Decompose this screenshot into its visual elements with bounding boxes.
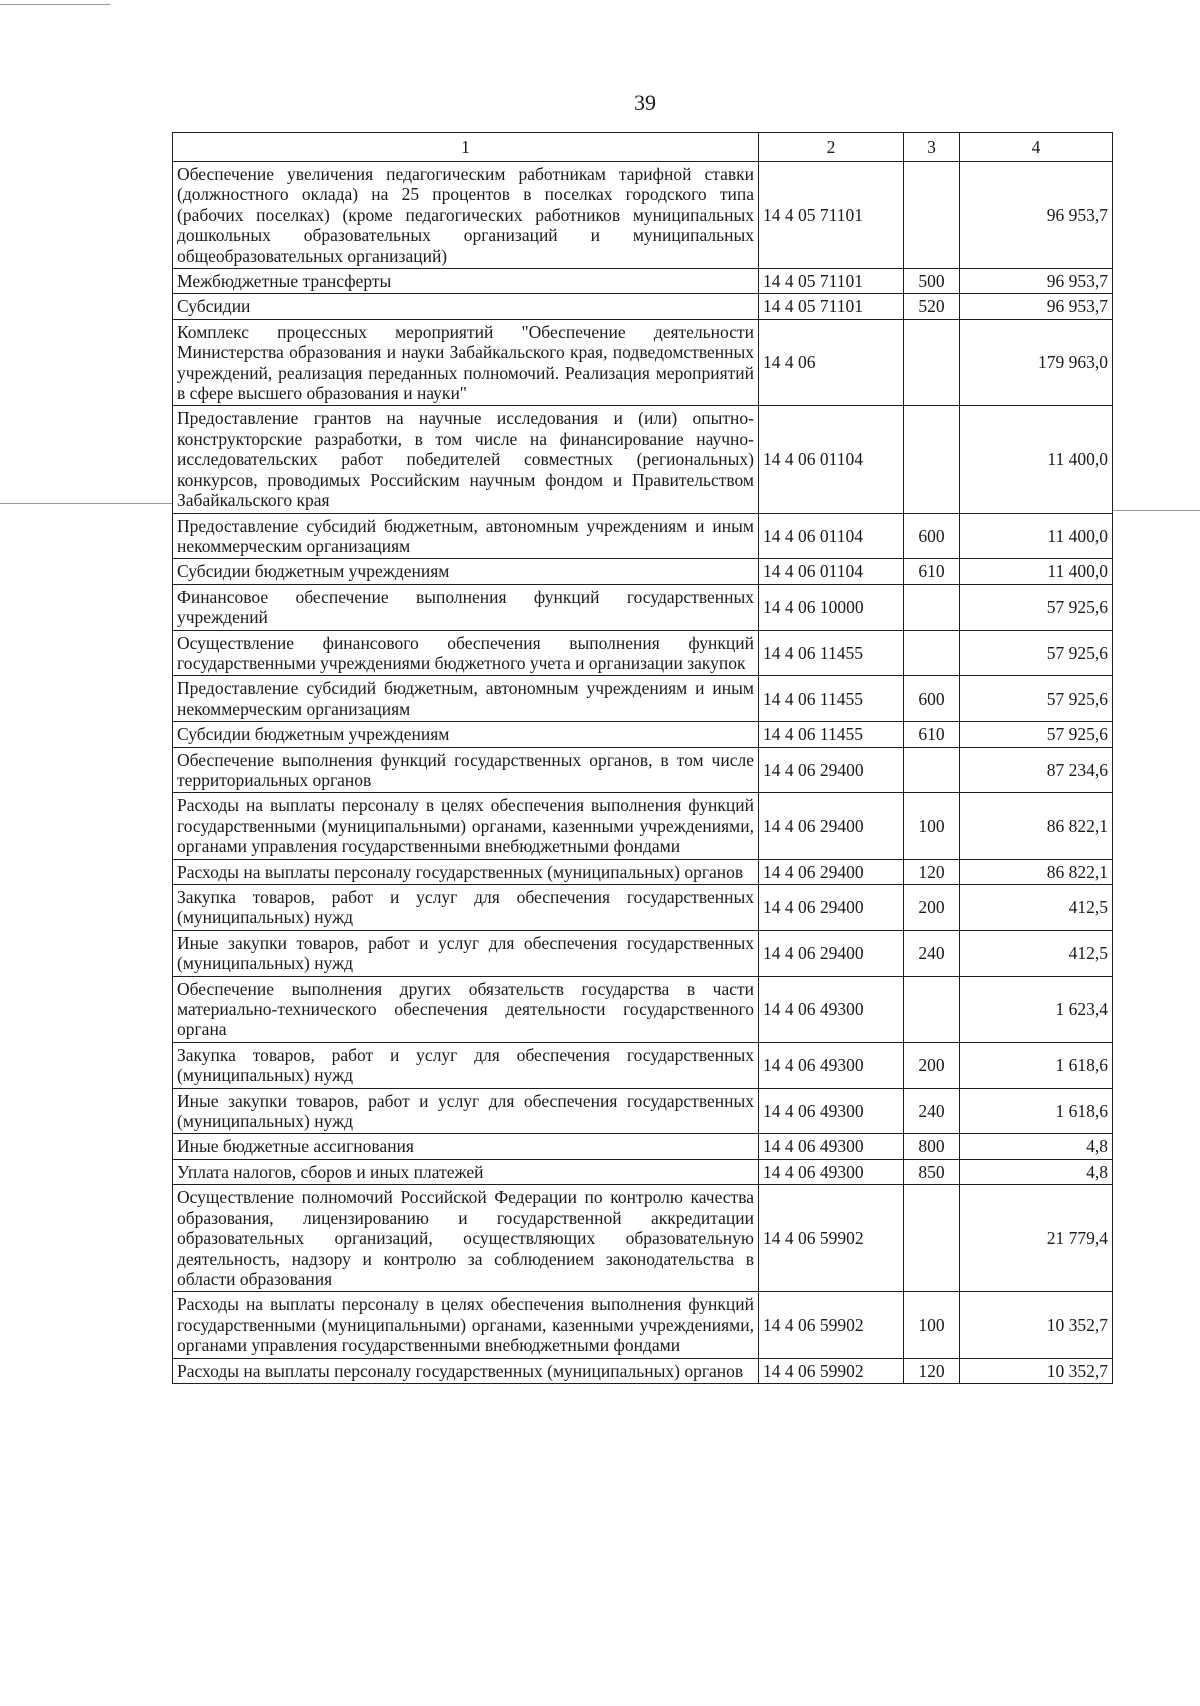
row-amount: 11 400,0 — [960, 559, 1113, 584]
table-row — [173, 1159, 1113, 1184]
row-expense-type: 100 — [904, 1292, 960, 1358]
row-target-code: 14 4 06 11455 — [759, 722, 904, 747]
row-target-code: 14 4 06 49300 — [759, 1134, 904, 1159]
row-target-code: 14 4 06 01104 — [759, 559, 904, 584]
table-row — [173, 676, 1113, 722]
row-expense-type: 850 — [904, 1159, 960, 1184]
row-description: Расходы на выплаты персоналу государственных (муниципальных) органов — [173, 1358, 759, 1383]
table-row — [173, 1292, 1113, 1358]
header-column-1: 1 — [173, 133, 759, 162]
row-expense-type: 600 — [904, 676, 960, 722]
row-expense-type — [904, 630, 960, 676]
table-row — [173, 1358, 1113, 1383]
row-amount: 57 925,6 — [960, 676, 1113, 722]
budget-table — [172, 132, 1113, 1384]
row-description: Осуществление полномочий Российской Федерации по контролю качества образования, лицензированию и государственной аккредитации образовательных организаций, осуществляющих образовательную деятельность, надзору и контролю за соблюдением законодательства в области образования — [173, 1185, 759, 1292]
table-row — [173, 559, 1113, 584]
table-row — [173, 976, 1113, 1042]
row-expense-type: 600 — [904, 513, 960, 559]
table-body — [173, 162, 1113, 1384]
row-description: Осуществление финансового обеспечения выполнения функций государственными учреждениями бюджетного учета и организации закупок — [173, 630, 759, 676]
row-description: Комплекс процессных мероприятий "Обеспечение деятельности Министерства образования и науки Забайкальского края, подведомственных учреждений, реализация переданных полномочий. Реализация мероприятий в сфере высшего образования и науки" — [173, 319, 759, 406]
row-amount: 57 925,6 — [960, 630, 1113, 676]
row-amount: 21 779,4 — [960, 1185, 1113, 1292]
row-target-code: 14 4 06 49300 — [759, 1088, 904, 1134]
row-target-code: 14 4 06 11455 — [759, 630, 904, 676]
table-row — [173, 1088, 1113, 1134]
row-target-code: 14 4 06 59902 — [759, 1358, 904, 1383]
row-target-code: 14 4 06 01104 — [759, 513, 904, 559]
row-description: Закупка товаров, работ и услуг для обеспечения государственных (муниципальных) нужд — [173, 885, 759, 931]
row-amount: 11 400,0 — [960, 406, 1113, 513]
row-description: Иные закупки товаров, работ и услуг для обеспечения государственных (муниципальных) нужд — [173, 1088, 759, 1134]
table-row — [173, 722, 1113, 747]
row-description: Расходы на выплаты персоналу государственных (муниципальных) органов — [173, 859, 759, 884]
table-row — [173, 859, 1113, 884]
row-description: Субсидии — [173, 294, 759, 319]
row-expense-type: 200 — [904, 885, 960, 931]
row-amount: 96 953,7 — [960, 294, 1113, 319]
table-row — [173, 406, 1113, 513]
row-expense-type: 520 — [904, 294, 960, 319]
row-description: Субсидии бюджетным учреждениям — [173, 559, 759, 584]
table-row — [173, 162, 1113, 269]
row-expense-type: 100 — [904, 793, 960, 859]
row-amount: 10 352,7 — [960, 1292, 1113, 1358]
row-expense-type: 200 — [904, 1042, 960, 1088]
table-row — [173, 930, 1113, 976]
row-amount: 179 963,0 — [960, 319, 1113, 406]
row-amount: 412,5 — [960, 885, 1113, 931]
row-description: Иные бюджетные ассигнования — [173, 1134, 759, 1159]
row-target-code: 14 4 06 59902 — [759, 1292, 904, 1358]
table-row — [173, 584, 1113, 630]
row-amount: 96 953,7 — [960, 269, 1113, 294]
row-description: Расходы на выплаты персоналу в целях обеспечения выполнения функций государственными (муниципальными) органами, казенными учреждениями, органами управления государственными внебюджетными фондами — [173, 793, 759, 859]
row-target-code: 14 4 06 01104 — [759, 406, 904, 513]
table-row — [173, 630, 1113, 676]
row-amount: 4,8 — [960, 1134, 1113, 1159]
row-expense-type — [904, 319, 960, 406]
row-target-code: 14 4 06 — [759, 319, 904, 406]
row-target-code: 14 4 06 49300 — [759, 976, 904, 1042]
row-target-code: 14 4 06 10000 — [759, 584, 904, 630]
row-expense-type: 240 — [904, 930, 960, 976]
row-amount: 57 925,6 — [960, 584, 1113, 630]
scan-artifact-line — [0, 4, 110, 5]
table-row — [173, 885, 1113, 931]
row-target-code: 14 4 06 59902 — [759, 1185, 904, 1292]
row-expense-type: 610 — [904, 722, 960, 747]
table-row — [173, 1134, 1113, 1159]
row-target-code: 14 4 06 29400 — [759, 885, 904, 931]
row-expense-type — [904, 162, 960, 269]
row-expense-type — [904, 584, 960, 630]
row-expense-type — [904, 747, 960, 793]
row-expense-type — [904, 406, 960, 513]
row-description: Финансовое обеспечение выполнения функций государственных учреждений — [173, 584, 759, 630]
row-amount: 86 822,1 — [960, 859, 1113, 884]
table-row — [173, 1185, 1113, 1292]
row-expense-type — [904, 1185, 960, 1292]
table-row — [173, 747, 1113, 793]
row-expense-type: 120 — [904, 859, 960, 884]
row-description: Предоставление грантов на научные исследования и (или) опытно-конструкторские разработки, в том числе на финансирование научно-исследовательских работ победителей совместных (региональных) конкурсов, проводимых Российским научным фондом и Правительством Забайкальского края — [173, 406, 759, 513]
row-target-code: 14 4 05 71101 — [759, 294, 904, 319]
table-row — [173, 793, 1113, 859]
row-amount: 1 623,4 — [960, 976, 1113, 1042]
row-amount: 11 400,0 — [960, 513, 1113, 559]
table-row — [173, 269, 1113, 294]
row-amount: 96 953,7 — [960, 162, 1113, 269]
row-target-code: 14 4 06 29400 — [759, 747, 904, 793]
row-target-code: 14 4 06 49300 — [759, 1159, 904, 1184]
row-amount: 1 618,6 — [960, 1042, 1113, 1088]
row-target-code: 14 4 05 71101 — [759, 162, 904, 269]
row-amount: 1 618,6 — [960, 1088, 1113, 1134]
row-description: Обеспечение увеличения педагогическим работникам тарифной ставки (должностного оклада) на 25 процентов в поселках городского типа (рабочих поселках) (кроме педагогических работников муниципальных дошкольных образовательных организаций и муниципальных общеобразовательных организаций) — [173, 162, 759, 269]
row-amount: 412,5 — [960, 930, 1113, 976]
row-description: Расходы на выплаты персоналу в целях обеспечения выполнения функций государственными (муниципальными) органами, казенными учреждениями, органами управления государственными внебюджетными фондами — [173, 1292, 759, 1358]
header-column-3: 3 — [904, 133, 960, 162]
header-column-2: 2 — [759, 133, 904, 162]
row-target-code: 14 4 06 49300 — [759, 1042, 904, 1088]
scan-artifact-line — [0, 503, 172, 504]
row-target-code: 14 4 06 29400 — [759, 793, 904, 859]
page-number: 39 — [634, 90, 656, 115]
row-description: Межбюджетные трансферты — [173, 269, 759, 294]
row-amount: 4,8 — [960, 1159, 1113, 1184]
table-header-row — [173, 133, 1113, 162]
row-target-code: 14 4 06 29400 — [759, 859, 904, 884]
row-amount: 10 352,7 — [960, 1358, 1113, 1383]
row-description: Иные закупки товаров, работ и услуг для обеспечения государственных (муниципальных) нужд — [173, 930, 759, 976]
row-expense-type: 500 — [904, 269, 960, 294]
row-description: Предоставление субсидий бюджетным, автономным учреждениям и иным некоммерческим организациям — [173, 513, 759, 559]
row-description: Предоставление субсидий бюджетным, автономным учреждениям и иным некоммерческим организациям — [173, 676, 759, 722]
table-row — [173, 513, 1113, 559]
table-row — [173, 319, 1113, 406]
row-target-code: 14 4 06 29400 — [759, 930, 904, 976]
row-description: Уплата налогов, сборов и иных платежей — [173, 1159, 759, 1184]
scan-artifact-line — [1112, 510, 1200, 511]
row-expense-type: 240 — [904, 1088, 960, 1134]
row-target-code: 14 4 06 11455 — [759, 676, 904, 722]
row-description: Обеспечение выполнения функций государственных органов, в том числе территориальных органов — [173, 747, 759, 793]
row-amount: 57 925,6 — [960, 722, 1113, 747]
table-row — [173, 1042, 1113, 1088]
row-description: Субсидии бюджетным учреждениям — [173, 722, 759, 747]
row-expense-type: 800 — [904, 1134, 960, 1159]
row-amount: 87 234,6 — [960, 747, 1113, 793]
row-expense-type: 610 — [904, 559, 960, 584]
row-expense-type — [904, 976, 960, 1042]
row-amount: 86 822,1 — [960, 793, 1113, 859]
header-column-4: 4 — [960, 133, 1113, 162]
row-expense-type: 120 — [904, 1358, 960, 1383]
row-description: Закупка товаров, работ и услуг для обеспечения государственных (муниципальных) нужд — [173, 1042, 759, 1088]
row-description: Обеспечение выполнения других обязательств государства в части материально-технического обеспечения деятельности государственного органа — [173, 976, 759, 1042]
table-row — [173, 294, 1113, 319]
row-target-code: 14 4 05 71101 — [759, 269, 904, 294]
